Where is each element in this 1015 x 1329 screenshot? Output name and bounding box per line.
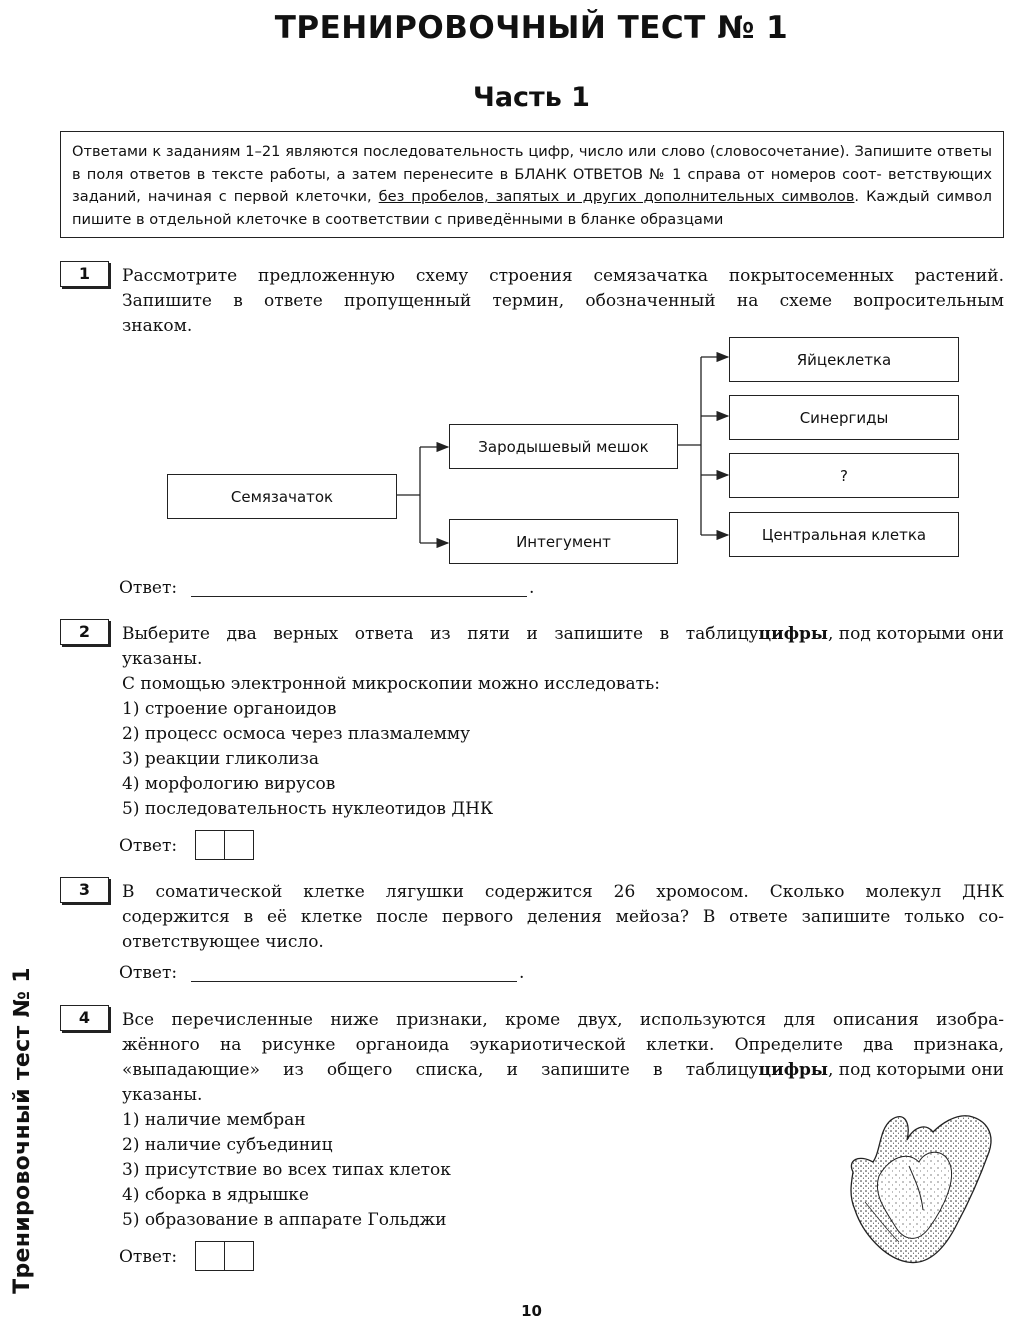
task-1-line-3: знаком. [122, 316, 193, 336]
task-4-line-4: указаны. [122, 1085, 203, 1105]
task-2-question: С помощью электронной микроскопии можно исследовать: [122, 674, 661, 694]
task-number-2: 2 [60, 619, 109, 645]
task-2-option-1: 1) строение органоидов [122, 699, 337, 719]
scheme-central-cell-box: Центральная клетка [729, 512, 959, 557]
scheme-egg-cell-box: Яйцеклетка [729, 337, 959, 382]
task-4-answer-label: Ответ: [119, 1247, 178, 1267]
task-4-line-2: жённого на рисунке органоида эукариотической клетки. Определите два признака, [122, 1035, 1004, 1055]
task-1-line-1: Рассмотрите предложенную схему строения семязачатка покрытосеменных растений. [122, 266, 1004, 286]
task-number-4: 4 [60, 1005, 109, 1031]
task-2-intro-line [122, 622, 1004, 647]
task-4-answer-cell-1[interactable] [195, 1241, 225, 1271]
task-1-line-2: Запишите в ответе пропущенный термин, обозначенный на схеме вопросительным [122, 291, 1004, 311]
task-4-option-1: 1) наличие мембран [122, 1110, 306, 1130]
task-2-answer-cell-1[interactable] [195, 830, 225, 860]
task-2-answer-cells [195, 830, 252, 860]
task-number-1: 1 [60, 261, 109, 287]
task-3-answer-label: Ответ: [119, 963, 178, 983]
scheme-root-box: Семязачаток [167, 474, 397, 519]
task-3-answer-dot: . [519, 963, 525, 983]
task-4-option-2: 2) наличие субъединиц [122, 1135, 333, 1155]
task-2-text [122, 622, 1004, 822]
task-1-answer-dot: . [529, 578, 535, 598]
part-title: Часть 1 [473, 82, 590, 113]
task-2-option-2: 2) процесс осмоса через плазмалемму [122, 724, 471, 744]
task-2-intro-after: , под которыми они [827, 624, 1004, 644]
instructions-line-3: ветствующих заданий, начиная с первой клеточки, [72, 165, 992, 205]
page-title: ТРЕНИРОВОЧНЫЙ ТЕСТ № 1 [274, 10, 789, 46]
task-2-option-5: 5) последовательность нуклеотидов ДНК [122, 799, 494, 819]
side-label [2, 966, 42, 1294]
task-4-option-4: 4) сборка в ядрышке [122, 1185, 309, 1205]
task-2-intro-before: Выберите два верных ответа из пяти и запишите в таблицу [122, 624, 759, 644]
task-2-answer-label: Ответ: [119, 836, 178, 856]
task-3-line-1: В соматической клетке лягушки содержится 26 хромосом. Сколько молекул ДНК [122, 882, 1004, 902]
task-2-intro-line-2: указаны. [122, 649, 203, 669]
ribosome-drawing [845, 1110, 1000, 1270]
task-number-3: 3 [60, 877, 109, 903]
task-4-line-3-after: , под которыми они [827, 1060, 1004, 1080]
task-4-option-3: 3) присутствие во всех типах клеток [122, 1160, 451, 1180]
task-3-line-3: ответствующее число. [122, 932, 324, 952]
task-4-line-1: Все перечисленные ниже признаки, кроме двух, используются для описания изобра- [122, 1010, 1004, 1030]
task-3-answer-line[interactable] [191, 981, 517, 982]
scheme-connectors [0, 0, 1015, 600]
task-4-answer-cells [195, 1241, 252, 1271]
task-2-option-4: 4) морфологию вирусов [122, 774, 336, 794]
page-number: 10 [521, 1302, 542, 1320]
scheme-unknown-box: ? [729, 453, 959, 498]
scheme-synergids-box: Синергиды [729, 395, 959, 440]
task-4-option-5: 5) образование в аппарате Гольджи [122, 1210, 447, 1230]
task-1-answer-line[interactable] [191, 596, 527, 597]
task-3-text [122, 880, 1004, 955]
instructions-underlined: без пробелов, запятых и других дополнительных символов [378, 188, 855, 205]
scheme-integument-box: Интегумент [449, 519, 678, 564]
instructions-line-4: Каждый символ пишите в отдельной клеточке в соответствии с приведёнными в бланке образцами [72, 188, 992, 228]
task-4-line-3 [122, 1058, 1004, 1083]
task-1-answer-label: Ответ: [119, 578, 178, 598]
task-3-line-2: содержится в её клетке после первого деления мейоза? В ответе запишите только со- [122, 907, 1004, 927]
task-2-answer-cell-2[interactable] [224, 830, 254, 860]
instructions-line-2: ответы в поля ответов в тексте работы, а затем перенесите в БЛАНК ОТВЕТОВ № 1 справа от номеров соот- [72, 143, 992, 183]
instructions-line-1: Ответами к заданиям 1–21 являются последовательность цифр, число или слово (словосочетание). Запишите [72, 143, 933, 160]
task-2-intro-bold: цифры [758, 624, 828, 644]
task-2-option-3: 3) реакции гликолиза [122, 749, 319, 769]
task-4-line-3-before: «выпадающие» из общего списка, и запишите в таблицу [122, 1060, 759, 1080]
task-4-line-3-bold: цифры [758, 1060, 828, 1080]
side-label-text: Тренировочный тест № 1 [9, 966, 35, 1294]
scheme-embryo-sac-box: Зародышевый мешок [449, 424, 678, 469]
task-4-answer-cell-2[interactable] [224, 1241, 254, 1271]
instructions-line-3-end: . [854, 188, 860, 205]
